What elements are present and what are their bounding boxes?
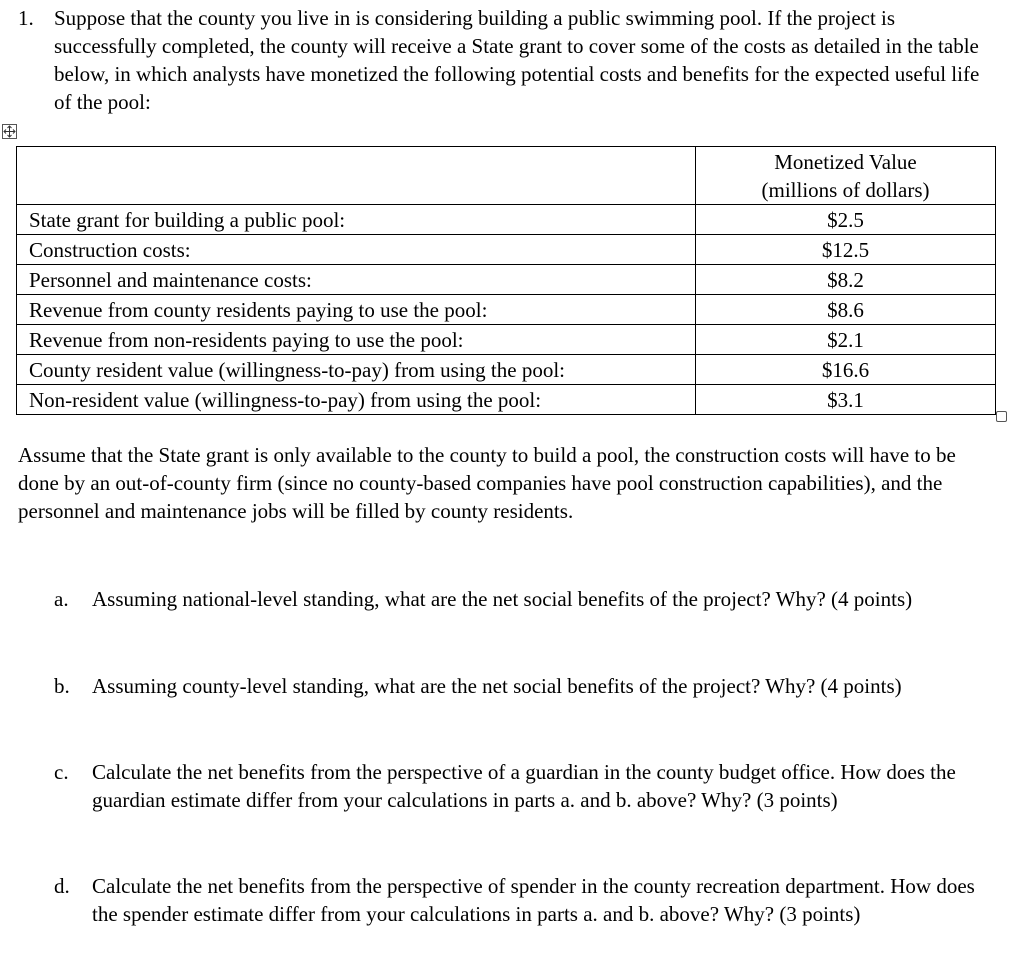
row-label: Revenue from county residents paying to use the pool: xyxy=(17,295,696,325)
row-value: $16.6 xyxy=(696,355,996,385)
table-header-row xyxy=(17,147,996,205)
row-value: $2.5 xyxy=(696,205,996,235)
part-letter: c. xyxy=(54,760,69,784)
row-value: $8.2 xyxy=(696,265,996,295)
part-text: Assuming national-level standing, what are the net social benefits of the project? Why? (4 points) xyxy=(92,587,913,611)
question-text: Suppose that the county you live in is considering building a public swimming pool. If the project is successfully completed, the county will receive a State grant to cover some of the costs as detailed in the table below, in which analysts have monetized the following potential costs and benefits for the expected useful life of the pool: xyxy=(54,6,980,114)
row-label: County resident value (willingness-to-pay) from using the pool: xyxy=(17,355,696,385)
resize-handle-icon[interactable] xyxy=(996,411,1007,422)
part-letter: a. xyxy=(54,587,69,611)
table-header-value-line1: Monetized Value xyxy=(774,150,917,174)
table-row xyxy=(17,385,996,415)
table-header-value-line2: (millions of dollars) xyxy=(761,178,930,202)
move-arrows-icon[interactable] xyxy=(2,124,17,139)
row-value: $8.6 xyxy=(696,295,996,325)
question-number: 1. xyxy=(18,6,34,30)
row-value: $3.1 xyxy=(696,385,996,415)
table-row xyxy=(17,235,996,265)
table-header-label xyxy=(17,147,696,205)
row-value: $12.5 xyxy=(696,235,996,265)
row-label: Non-resident value (willingness-to-pay) from using the pool: xyxy=(17,385,696,415)
row-value: $2.1 xyxy=(696,325,996,355)
table-header-value xyxy=(696,147,996,205)
assumption-paragraph: Assume that the State grant is only available to the county to build a pool, the construction costs will have to be done by an out-of-county firm (since no county-based companies have pool construction capabilities), and the personnel and maintenance jobs will be filled by county residents. xyxy=(18,443,956,523)
row-label: Personnel and maintenance costs: xyxy=(17,265,696,295)
row-label: State grant for building a public pool: xyxy=(17,205,696,235)
part-letter: d. xyxy=(54,874,70,898)
part-letter: b. xyxy=(54,674,70,698)
part-text: Assuming county-level standing, what are the net social benefits of the project? Why? (4 points) xyxy=(92,674,902,698)
part-text: Calculate the net benefits from the perspective of a guardian in the county budget office. How does the guardian estimate differ from your calculations in parts a. and b. above? Why? (3 points) xyxy=(92,760,956,812)
table-row xyxy=(17,325,996,355)
cost-benefit-table xyxy=(16,146,996,415)
table-row xyxy=(17,205,996,235)
table-row xyxy=(17,295,996,325)
table-row xyxy=(17,265,996,295)
row-label: Construction costs: xyxy=(17,235,696,265)
part-text: Calculate the net benefits from the perspective of spender in the county recreation department. How does the spender estimate differ from your calculations in parts a. and b. above? Why? (3 points) xyxy=(92,874,975,926)
row-label: Revenue from non-residents paying to use the pool: xyxy=(17,325,696,355)
table-row xyxy=(17,355,996,385)
